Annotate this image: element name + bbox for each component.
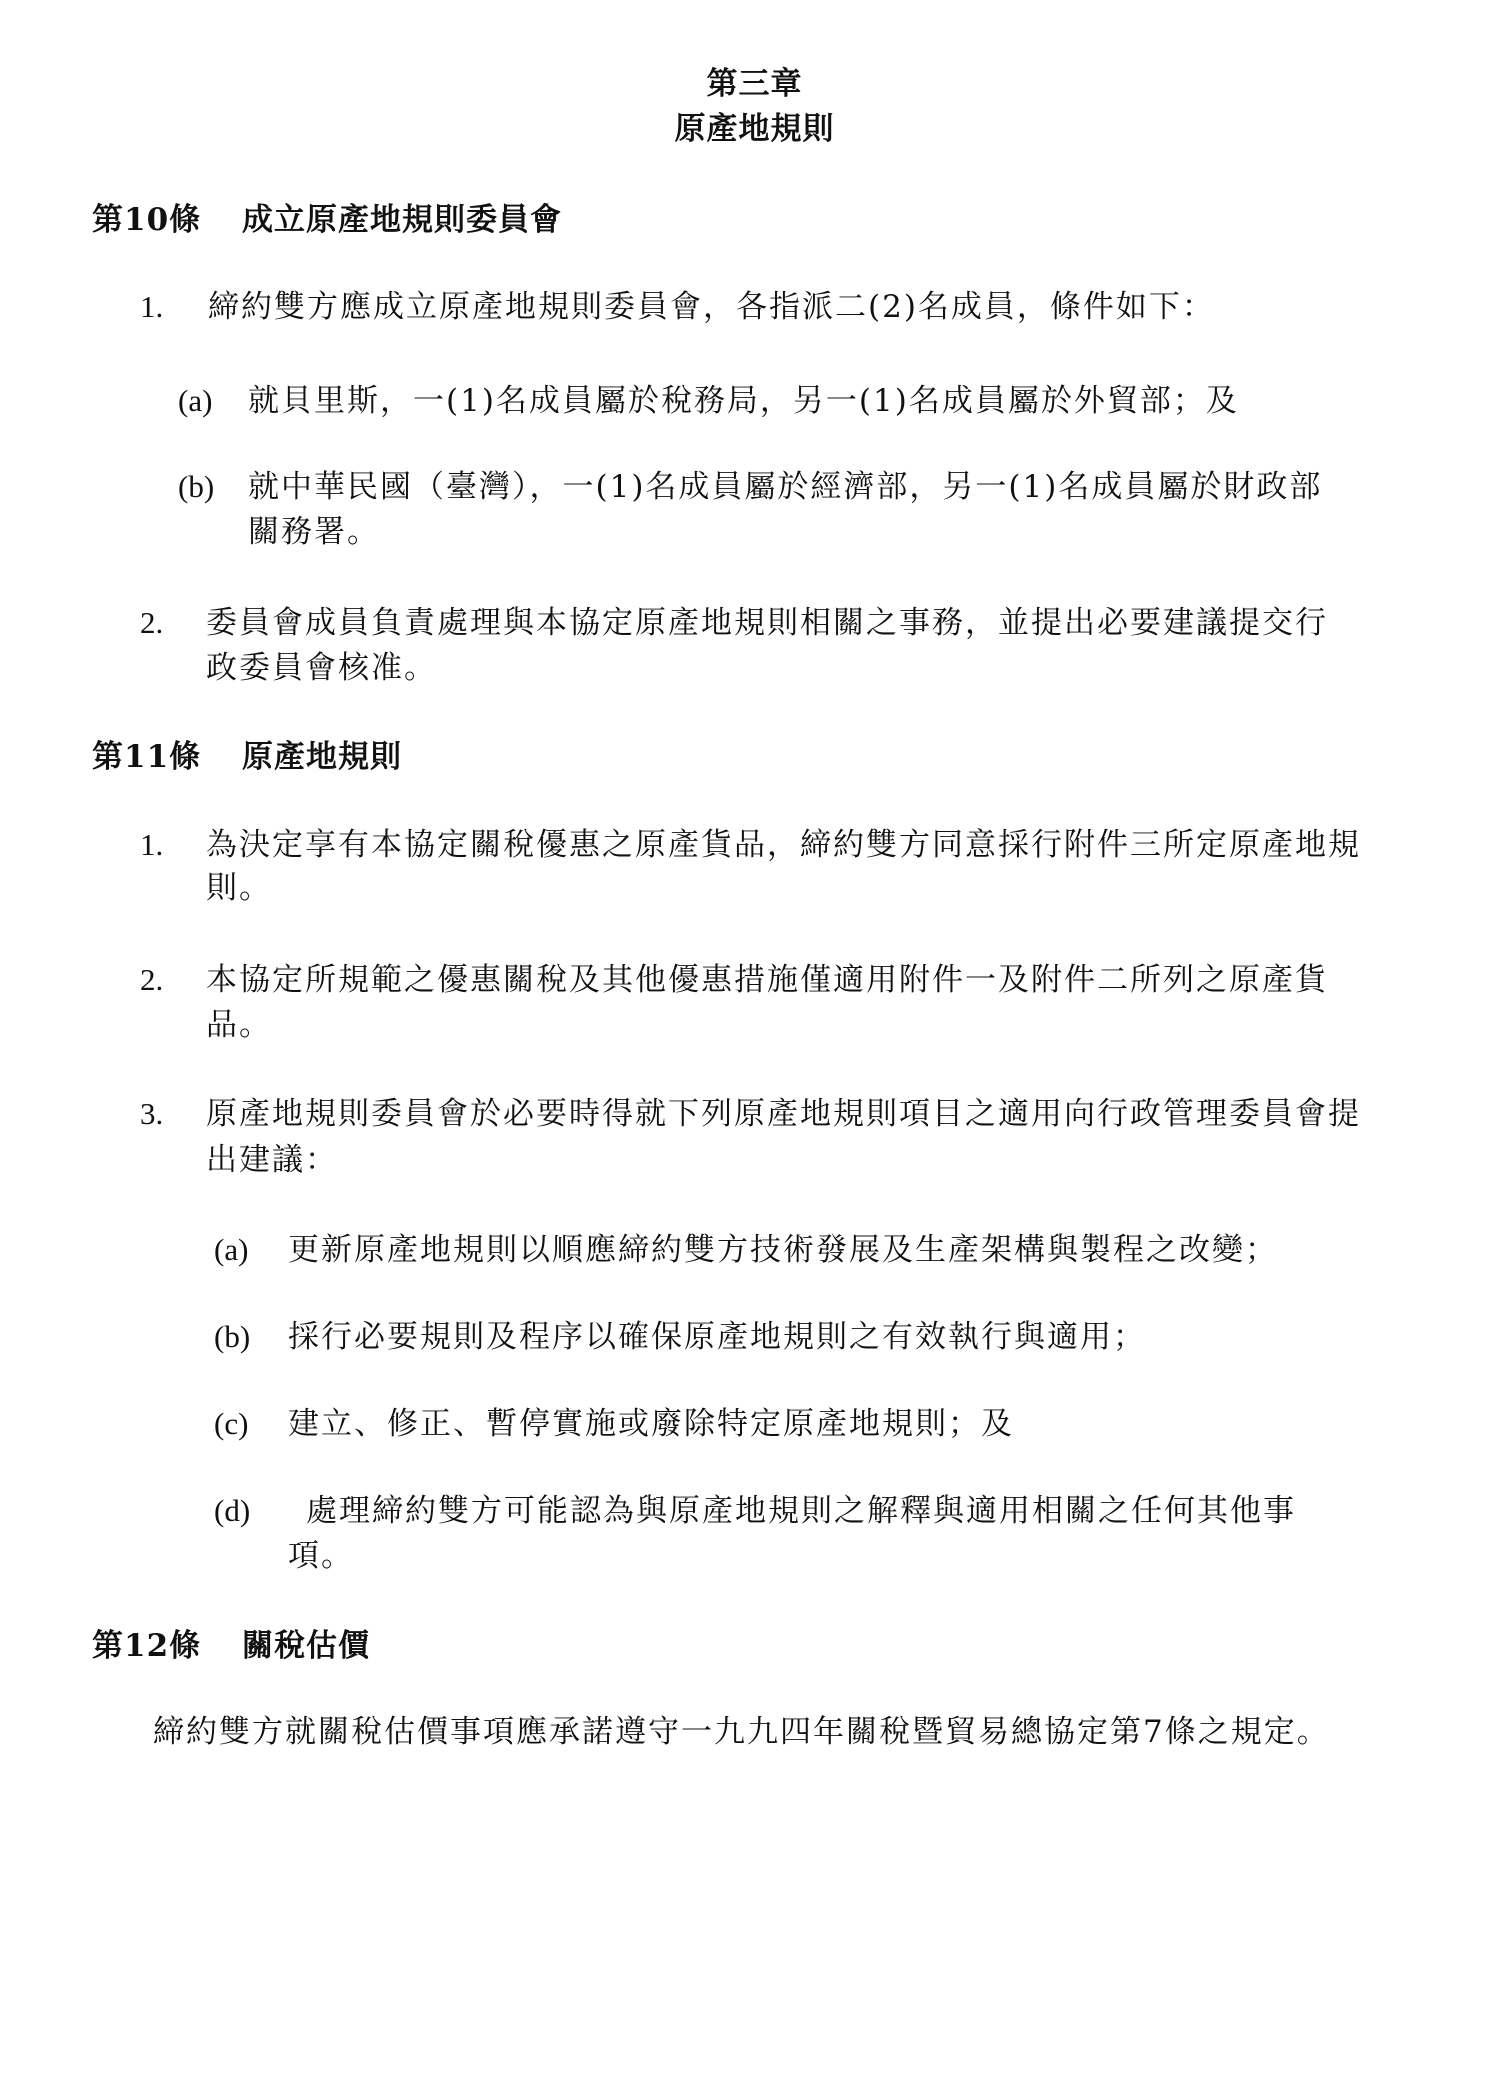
article-11-item-3-line-1: 原產地規則委員會於必要時得就下列原產地規則項目之適用向行政管理委員會提 [206, 1096, 1361, 1132]
article-12-text: 締約雙方就關稅估價事項應承諾遵守一九九四年關稅暨貿易總協定第7條之規定。 [153, 1714, 1330, 1750]
article-10-label: 第10條 [92, 202, 202, 238]
article-10-item-2-line-2: 政委員會核准。 [206, 650, 437, 686]
article-10-item-2-line-1: 委員會成員負責處理與本協定原產地規則相關之事務，並提出必要建議提交行 [206, 605, 1328, 641]
article-11-item-3c-marker: (c) [214, 1406, 249, 1441]
article-11-item-1-marker: 1. [140, 827, 164, 862]
article-11-item-3a-marker: (a) [214, 1232, 249, 1267]
article-11-item-1-line-2: 則。 [206, 870, 272, 906]
chapter-number: 第三章 [706, 66, 803, 102]
article-12-label: 第12條 [92, 1628, 202, 1664]
article-11-item-2-marker: 2. [140, 962, 164, 997]
article-11-item-2-line-2: 品。 [206, 1007, 272, 1043]
article-10-item-1a-marker: (a) [178, 383, 213, 418]
article-10-item-1b-line-2: 關務署。 [248, 514, 380, 550]
article-11-item-3c-text: 建立、修正、暫停實施或廢除特定原產地規則；及 [288, 1406, 1014, 1442]
article-11-item-3d-line-1: 處理締約雙方可能認為與原產地規則之解釋與適用相關之任何其他事 [306, 1493, 1296, 1529]
article-11-item-3a-text: 更新原產地規則以順應締約雙方技術發展及生產架構與製程之改變； [288, 1232, 1278, 1268]
article-12-title: 關稅估價 [242, 1628, 370, 1664]
article-11-item-3b-marker: (b) [214, 1319, 251, 1354]
article-10-title: 成立原產地規則委員會 [242, 202, 562, 238]
article-10-item-1a-text: 就貝里斯，一(1)名成員屬於稅務局，另一(1)名成員屬於外貿部；及 [248, 383, 1239, 419]
article-11-item-3-line-2: 出建議： [206, 1142, 338, 1178]
article-10-item-1-text: 締約雙方應成立原產地規則委員會，各指派二(2)名成員，條件如下： [208, 289, 1215, 325]
article-10-item-1b-marker: (b) [178, 469, 215, 504]
article-10-item-1b-line-1: 就中華民國（臺灣），一(1)名成員屬於經濟部，另一(1)名成員屬於財政部 [248, 469, 1323, 505]
article-11-title: 原產地規則 [242, 739, 402, 775]
article-10-item-2-marker: 2. [140, 605, 164, 640]
article-11-item-3d-marker: (d) [214, 1493, 251, 1528]
article-10-item-1-marker: 1. [140, 289, 164, 324]
article-11-item-2-line-1: 本協定所規範之優惠關稅及其他優惠措施僅適用附件一及附件二所列之原產貨 [206, 962, 1328, 998]
chapter-title: 原產地規則 [674, 111, 835, 147]
article-11-item-3-marker: 3. [140, 1096, 164, 1131]
article-11-label: 第11條 [92, 739, 202, 775]
article-11-item-1-line-1: 為決定享有本協定關稅優惠之原產貨品，締約雙方同意採行附件三所定原產地規 [206, 827, 1361, 863]
article-11-item-3b-text: 採行必要規則及程序以確保原產地規則之有效執行與適用； [288, 1319, 1146, 1355]
article-11-item-3d-line-2: 項。 [288, 1538, 354, 1574]
